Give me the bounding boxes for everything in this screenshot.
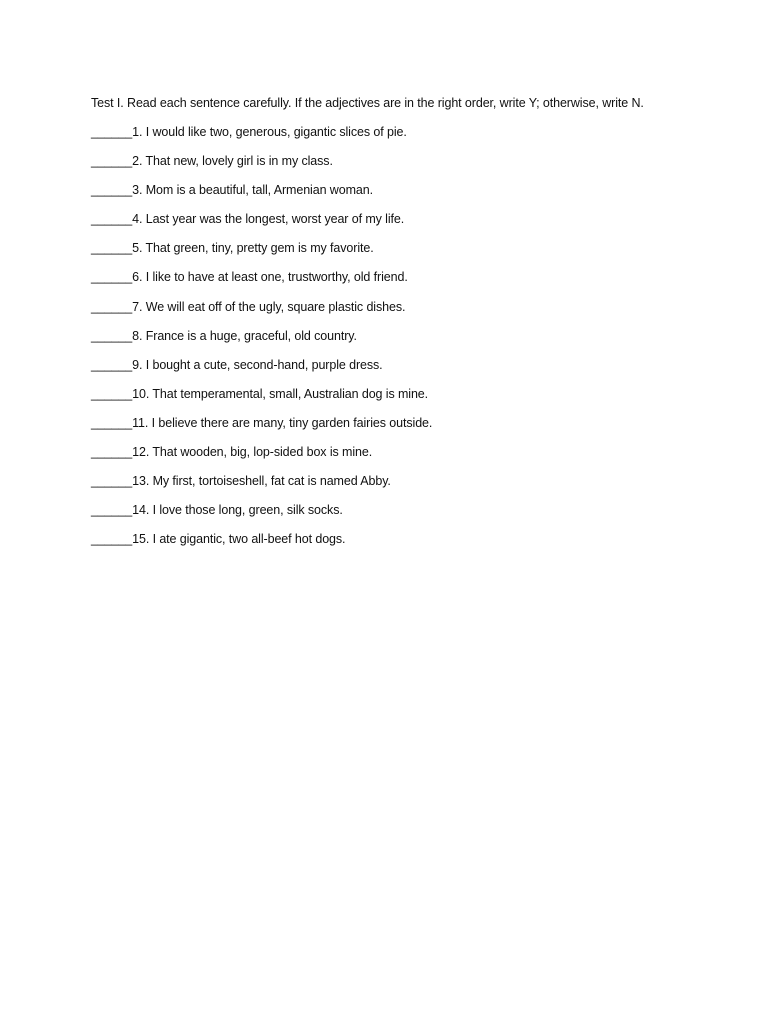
- question-item: [91, 386, 731, 415]
- answer-blank: ______: [91, 386, 133, 401]
- question-item: [91, 444, 731, 473]
- answer-blank: ______: [91, 299, 133, 314]
- question-item: [91, 328, 731, 357]
- question-item: [91, 357, 731, 386]
- answer-blank: ______: [91, 532, 133, 547]
- question-text: 15. I ate gigantic, two all-beef hot dogs.: [132, 532, 346, 547]
- question-text: 6. I like to have at least one, trustworthy, old friend.: [132, 270, 408, 285]
- answer-blank: ______: [91, 445, 133, 460]
- question-text: 3. Mom is a beautiful, tall, Armenian woman.: [132, 183, 373, 198]
- question-item: [91, 124, 731, 153]
- question-text: 4. Last year was the longest, worst year of my life.: [132, 212, 405, 227]
- answer-blank: ______: [91, 270, 133, 285]
- question-item: [91, 269, 731, 298]
- question-text: 7. We will eat off of the ugly, square plastic dishes.: [132, 299, 406, 314]
- question-item: [91, 531, 731, 560]
- answer-blank: ______: [91, 474, 133, 489]
- answer-blank: ______: [91, 241, 133, 256]
- test-instructions: Test I. Read each sentence carefully. If the adjectives are in the right order, write Y; otherwise, write N.: [91, 96, 644, 110]
- question-text: 14. I love those long, green, silk socks.: [132, 503, 343, 518]
- question-text: 11. I believe there are many, tiny garden fairies outside.: [132, 415, 433, 430]
- question-text: 12. That wooden, big, lop-sided box is mine.: [132, 445, 373, 460]
- question-item: [91, 182, 731, 211]
- question-text: 1. I would like two, generous, gigantic slices of pie.: [132, 125, 407, 139]
- answer-blank: ______: [91, 503, 133, 518]
- answer-blank: ______: [91, 415, 133, 430]
- question-item: [91, 415, 731, 444]
- question-item: [91, 299, 731, 328]
- question-text: 2. That new, lovely girl is in my class.: [132, 154, 333, 169]
- question-text: 9. I bought a cute, second-hand, purple dress.: [132, 357, 383, 372]
- answer-blank: ______: [91, 212, 133, 227]
- question-text: 13. My first, tortoiseshell, fat cat is named Abby.: [132, 474, 391, 489]
- answer-blank: ______: [91, 328, 133, 343]
- question-item: [91, 502, 731, 531]
- question-text: 5. That green, tiny, pretty gem is my favorite.: [132, 241, 374, 256]
- question-list: [91, 124, 731, 560]
- question-item: [91, 240, 731, 269]
- question-item: [91, 473, 731, 502]
- answer-blank: ______: [91, 125, 133, 139]
- answer-blank: ______: [91, 357, 133, 372]
- question-item: [91, 153, 731, 182]
- question-item: [91, 211, 731, 240]
- answer-blank: ______: [91, 183, 133, 198]
- answer-blank: ______: [91, 154, 133, 169]
- question-text: 8. France is a huge, graceful, old country.: [132, 328, 357, 343]
- question-text: 10. That temperamental, small, Australian dog is mine.: [132, 386, 429, 401]
